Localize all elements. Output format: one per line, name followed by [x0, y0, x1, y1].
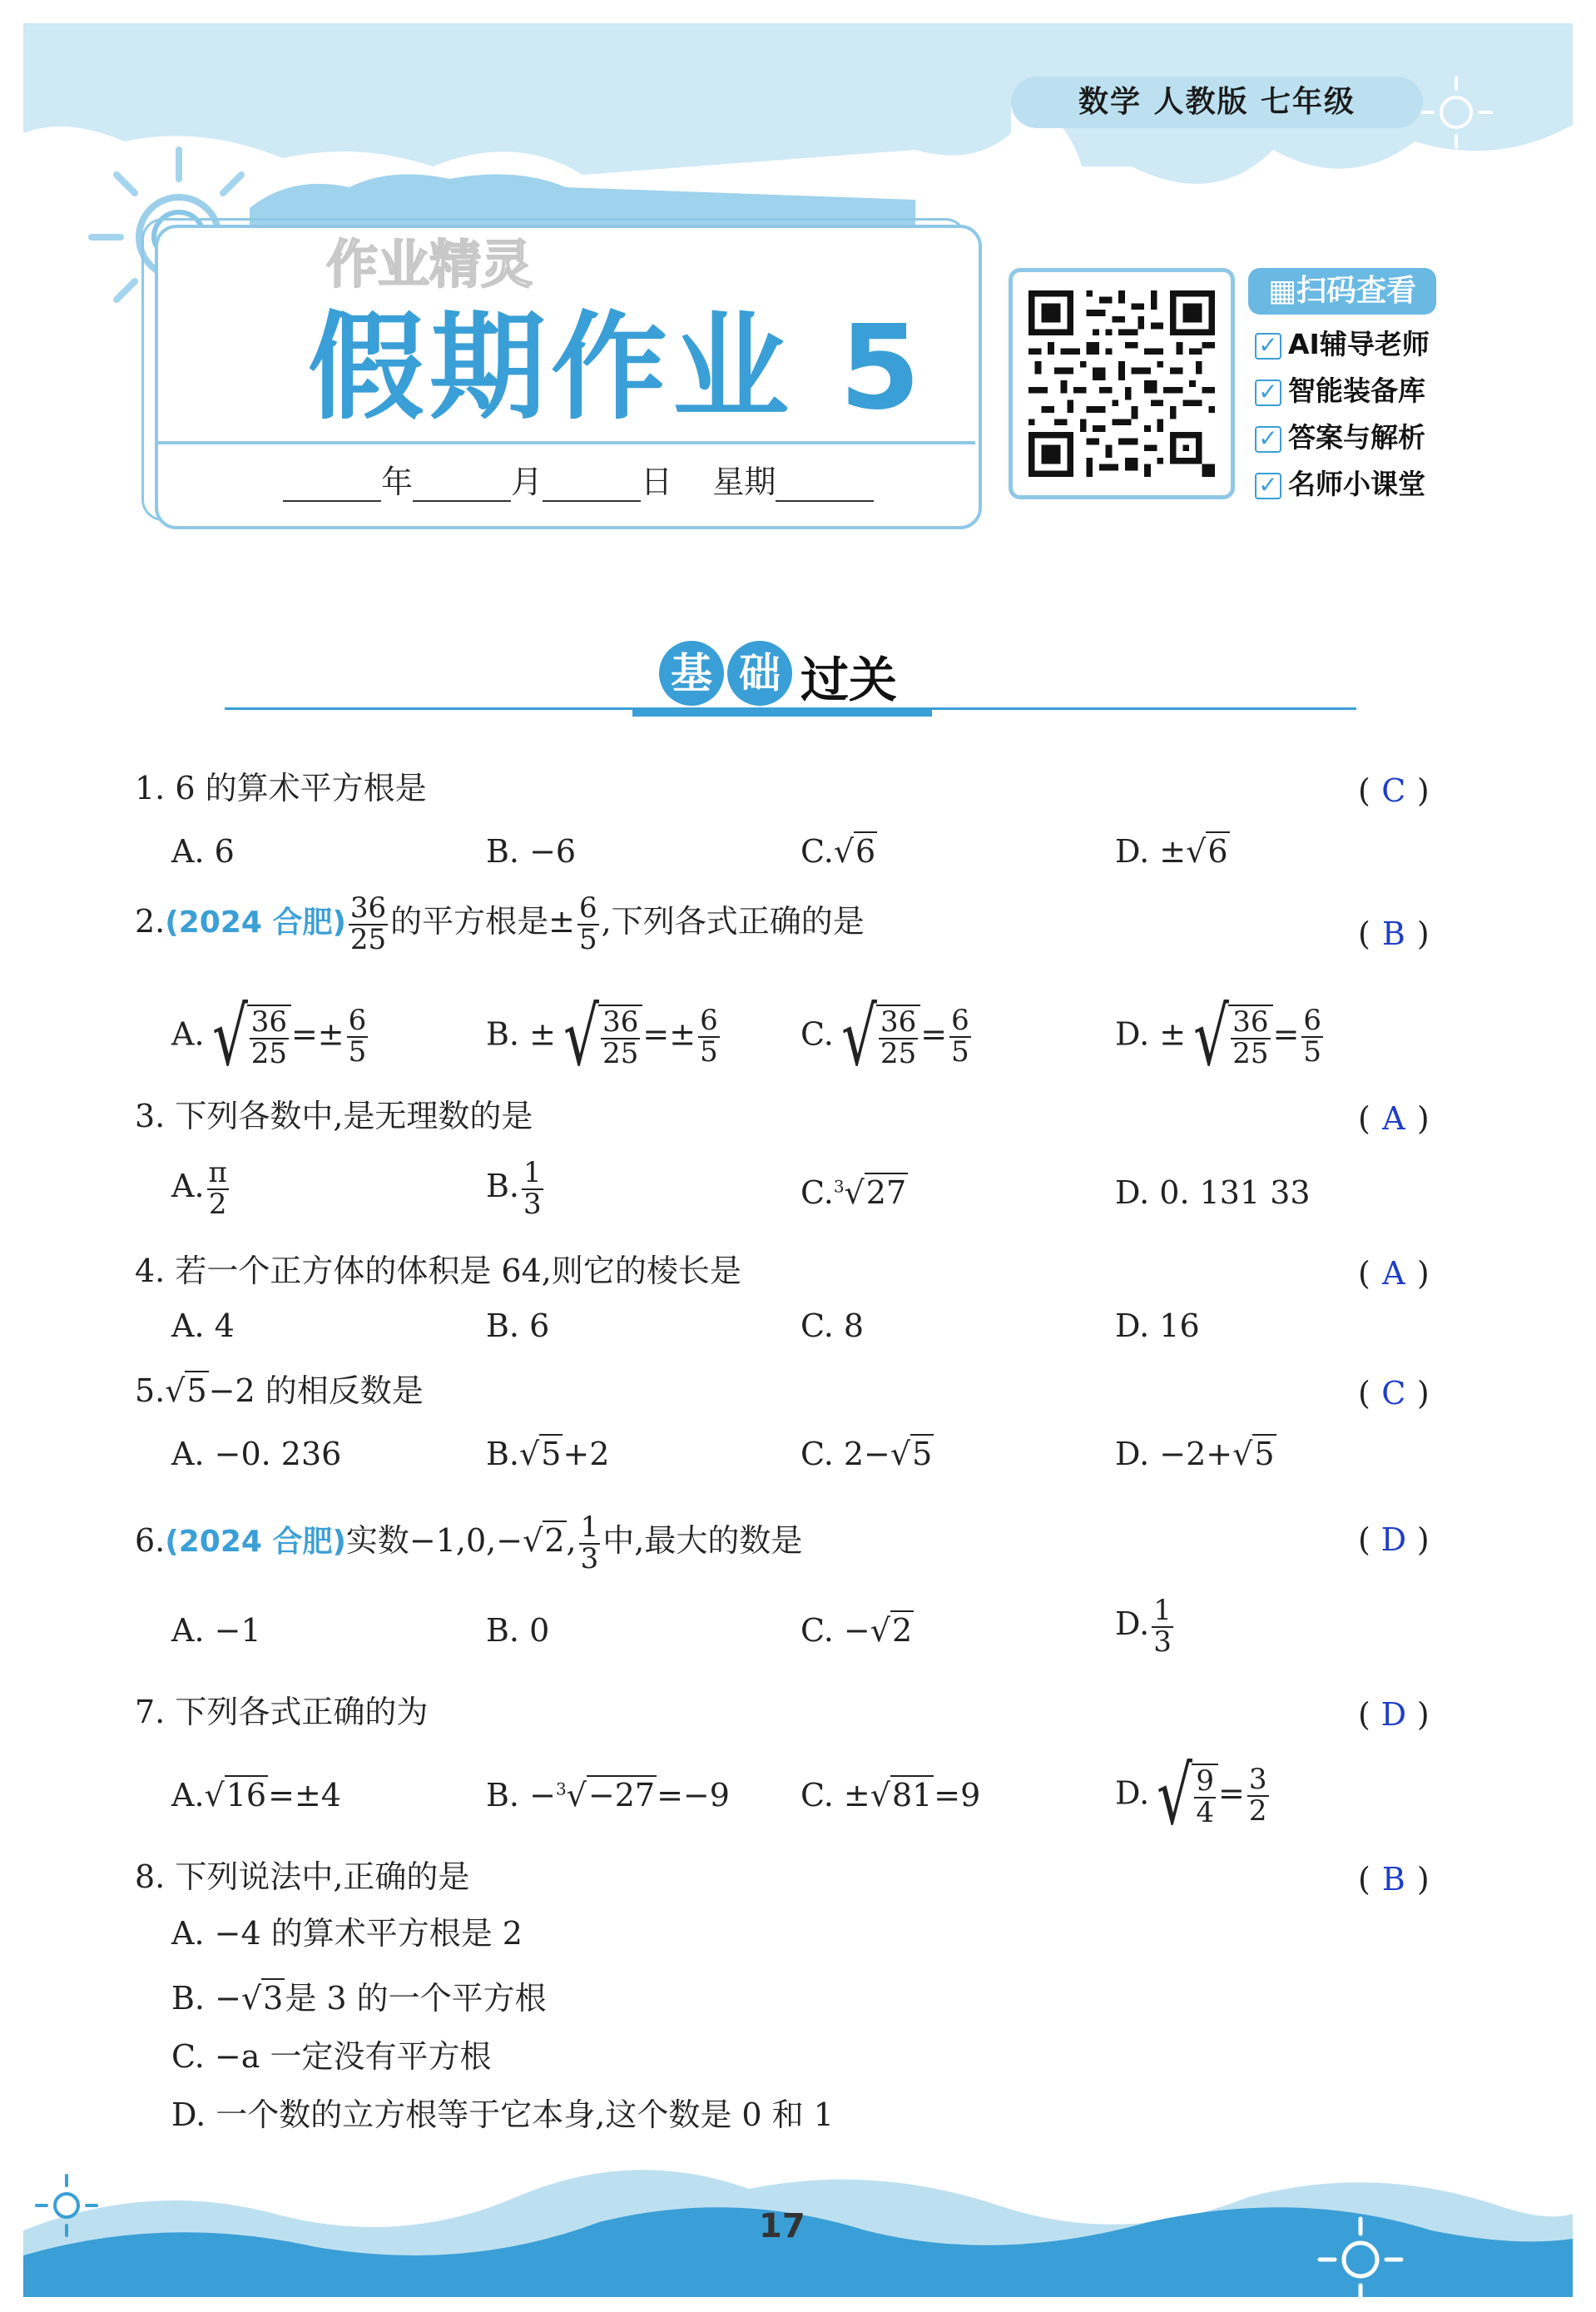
year-blank — [283, 472, 381, 502]
answer-3: ( A ) — [1358, 1100, 1430, 1137]
q4-option-b: B. 6 — [486, 1307, 550, 1344]
scan-title-text: 扫码查看 — [1296, 274, 1417, 308]
footer-sun-left-icon — [33, 2172, 100, 2239]
qr-pattern-icon — [1028, 290, 1215, 477]
q7-option-d: D.√ $\frac{9}{4}$ = $\frac{3}{2}$ — [1115, 1749, 1267, 1843]
q1-option-b: B. −6 — [486, 833, 577, 870]
small-sun-icon — [1415, 71, 1498, 154]
q6-option-a: A. −1 — [171, 1612, 261, 1649]
q6-option-c: C. −√2 — [800, 1612, 913, 1649]
q8-option-b: B. −√3是 3 的一个平方根 — [171, 1980, 547, 2017]
q6-option-b: B. 0 — [486, 1612, 550, 1649]
question-2: 2.(2024 合肥) $\frac{36}{25}$ 的平方根是± $\frac{6}{5}$ ,下列各式正确的是 — [135, 891, 865, 956]
weekday-label: 星期 — [712, 464, 776, 500]
question-4: 4. 若一个正方体的体积是 64,则它的棱长是 — [135, 1253, 741, 1289]
answer-1: ( C ) — [1358, 772, 1430, 809]
source-tag: (2024 合肥) — [165, 1525, 346, 1560]
question-6: 6.(2024 合肥)实数−1,0,−√2, $\frac{1}{3}$ 中,最大的数是 — [135, 1511, 803, 1575]
page-title: 假期作业 5 — [308, 300, 926, 436]
question-1: 1. 6 的算术平方根是 — [135, 770, 427, 806]
answer-6: ( D ) — [1358, 1521, 1430, 1558]
header-label: 数学 人教版 七年级 — [1011, 77, 1423, 128]
section-rule-accent — [632, 710, 932, 717]
source-tag: (2024 合肥) — [165, 905, 346, 940]
month-label: 月 — [511, 464, 543, 500]
check-icon: ✓ — [1255, 333, 1281, 360]
page-number: 17 — [759, 2207, 805, 2245]
q7-option-b: B. −$^3$√−27=−9 — [486, 1777, 730, 1813]
feature-answers[interactable]: ✓ 答案与解析 — [1255, 416, 1425, 455]
q8-option-d: D. 一个数的立方根等于它本身,这个数是 0 和 1 — [171, 2096, 834, 2133]
q1-option-d: D. ±√6 — [1115, 833, 1228, 870]
q1-option-c: C.√6 — [800, 833, 876, 870]
title-divider — [155, 441, 975, 444]
q4-option-d: D. 16 — [1115, 1307, 1200, 1344]
q5-option-c: C. 2−√5 — [800, 1436, 933, 1472]
feature-equipment[interactable]: ✓ 智能装备库 — [1255, 370, 1425, 409]
check-icon: ✓ — [1255, 473, 1281, 499]
q6-option-d: D. $\frac{1}{3}$ — [1115, 1594, 1172, 1659]
q3-option-c: C.$^3$√27 — [800, 1174, 907, 1211]
q4-option-a: A. 4 — [171, 1307, 235, 1344]
q5-option-d: D. −2+√5 — [1115, 1436, 1275, 1472]
section-char-1: 基 — [659, 641, 724, 706]
feature-ai-tutor[interactable]: ✓ AI辅导老师 — [1255, 323, 1430, 362]
feature-classroom[interactable]: ✓ 名师小课堂 — [1255, 463, 1425, 502]
q5-option-a: A. −0. 236 — [171, 1436, 342, 1472]
check-icon: ✓ — [1255, 426, 1281, 453]
q8-option-a: A. −4 的算术平方根是 2 — [171, 1915, 523, 1952]
question-5: 5.√5−2 的相反数是 — [135, 1372, 424, 1409]
answer-5: ( C ) — [1358, 1375, 1430, 1412]
q3-option-b: B. $\frac{1}{3}$ — [486, 1156, 542, 1221]
section-char-2: 础 — [727, 641, 792, 706]
question-8: 8. 下列说法中,正确的是 — [135, 1858, 470, 1895]
watermark: 作业精灵 — [326, 234, 533, 295]
section-title: 过关 — [800, 652, 898, 708]
weekday-blank — [776, 472, 874, 502]
month-blank — [413, 472, 511, 502]
date-fields — [283, 456, 874, 502]
answer-4: ( A ) — [1358, 1255, 1430, 1292]
q3-option-d: D. 0. 131 33 — [1115, 1174, 1311, 1211]
answer-2: ( B ) — [1358, 915, 1430, 952]
check-icon: ✓ — [1255, 380, 1281, 406]
day-label: 日 — [641, 464, 673, 500]
q2-option-c: C.√ $\frac{36}{25}$ = $\frac{6}{5}$ — [800, 990, 969, 1084]
day-blank — [543, 472, 641, 502]
q5-option-b: B.√5+2 — [486, 1436, 610, 1472]
q8-option-c: C. −a 一定没有平方根 — [171, 2038, 492, 2075]
q2-option-b: B. ±√ $\frac{36}{25}$ =± $\frac{6}{5}$ — [486, 990, 718, 1084]
q2-option-a: A.√ $\frac{36}{25}$ =± $\frac{6}{5}$ — [171, 990, 367, 1084]
scan-title — [1248, 268, 1436, 315]
qr-code[interactable] — [1009, 268, 1235, 499]
year-label: 年 — [381, 464, 414, 500]
question-7: 7. 下列各式正确的为 — [135, 1694, 429, 1730]
q7-option-c: C. ±√81=9 — [800, 1777, 981, 1813]
q2-option-d: D. ±√ $\frac{36}{25}$ = $\frac{6}{5}$ — [1115, 990, 1322, 1084]
q1-option-a: A. 6 — [171, 833, 235, 870]
q3-option-a: A. $\frac{\pi}{2}$ — [171, 1156, 227, 1221]
q7-option-a: A.√16=±4 — [171, 1777, 341, 1813]
question-3: 3. 下列各数中,是无理数的是 — [135, 1098, 533, 1134]
scan-icon: ▦ — [1267, 274, 1296, 308]
answer-7: ( D ) — [1358, 1696, 1430, 1733]
footer-sun-right-icon — [1315, 2214, 1406, 2305]
answer-8: ( B ) — [1358, 1861, 1430, 1898]
q4-option-c: C. 8 — [800, 1307, 865, 1344]
